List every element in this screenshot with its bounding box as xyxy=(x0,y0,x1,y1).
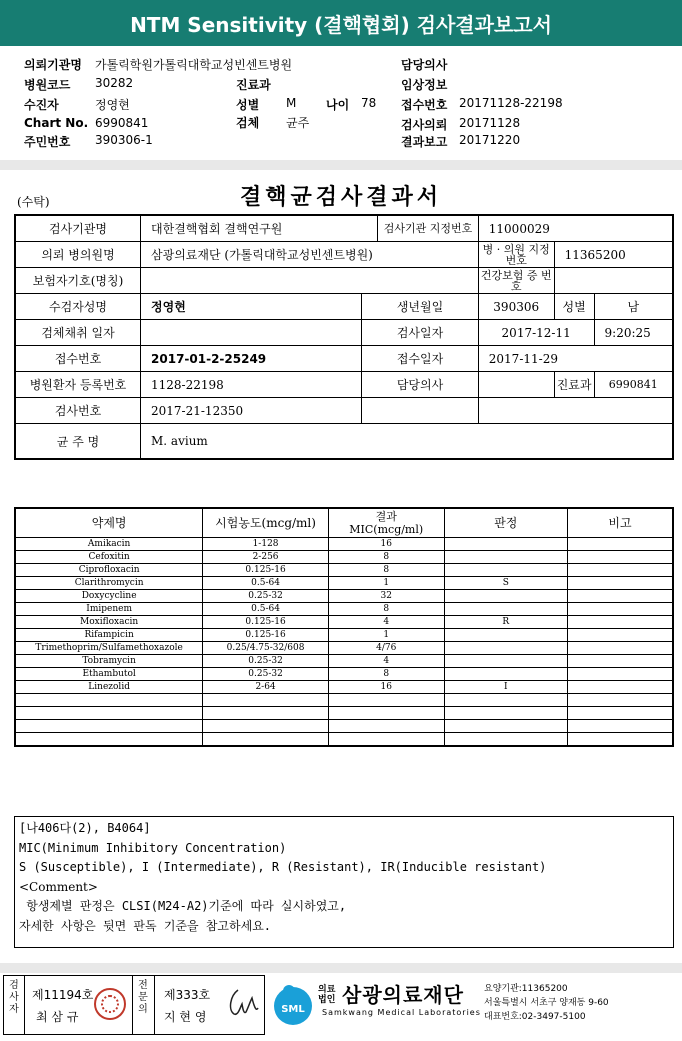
dob-label: 생년월일 xyxy=(362,294,479,320)
drug-cell-note xyxy=(567,681,673,694)
sml-logo-icon xyxy=(270,981,316,1027)
drug-cell-mic: 1 xyxy=(328,629,444,642)
result-info-table xyxy=(14,214,674,460)
age-label: 나이 xyxy=(326,98,350,112)
receipt-date-value: 2017-11-29 xyxy=(478,346,673,372)
separator-top xyxy=(0,160,682,170)
patient-label: 수진자 xyxy=(24,98,59,112)
header-drug: 약제명 xyxy=(15,508,203,538)
drug-cell-conc: 0.25-32 xyxy=(203,590,329,603)
req-no-value: 11365200 xyxy=(554,242,673,268)
empty-cell xyxy=(444,733,567,747)
drug-cell-drug: Moxifloxacin xyxy=(15,616,203,629)
drug-cell-judge xyxy=(444,564,567,577)
drug-cell-drug: Tobramycin xyxy=(15,655,203,668)
dept-value-form: 6990841 xyxy=(594,372,673,398)
empty-cell xyxy=(328,733,444,747)
tester-name: 최 삼 규 xyxy=(36,1010,79,1024)
health-ins-value xyxy=(554,268,673,294)
lab-no-label: 검사기관 지정번호 xyxy=(378,215,479,242)
footer xyxy=(0,975,682,1041)
receipt-date-label: 접수일자 xyxy=(362,346,479,372)
drug-cell-judge xyxy=(444,590,567,603)
reception-no-label: 접수번호 xyxy=(401,98,448,112)
drug-cell-conc: 2-256 xyxy=(203,551,329,564)
dept-label: 진료과 xyxy=(236,78,271,92)
hosp-reg-label: 병원환자 등록번호 xyxy=(15,372,141,398)
doctor-label-form: 담당의사 xyxy=(362,372,479,398)
specialist-vertical-label xyxy=(137,980,149,1016)
test-no-value: 2017-21-12350 xyxy=(141,398,362,424)
empty-cell xyxy=(15,733,203,747)
clinical-label: 임상정보 xyxy=(401,78,448,92)
drug-cell-conc: 0.25-32 xyxy=(203,668,329,681)
chart-label: Chart No. xyxy=(24,116,89,130)
drug-cell-mic: 4/76 xyxy=(328,642,444,655)
empty-cell xyxy=(444,694,567,707)
drug-cell-drug: Linezolid xyxy=(15,681,203,694)
collect-label: 검체채취 일자 xyxy=(15,320,141,346)
chart-value: 6990841 xyxy=(95,116,149,130)
drug-row-empty xyxy=(15,733,673,747)
req-hosp-value: 삼광의료재단 (가톨릭대학교성빈센트병원) xyxy=(141,242,479,268)
header-conc: 시험농도(mcg/ml) xyxy=(203,508,329,538)
logo-text: SML xyxy=(281,1004,305,1015)
drug-row xyxy=(15,655,673,668)
note-line-1: [나406다(2), B4064] xyxy=(19,821,151,835)
result-report-value: 20171220 xyxy=(459,133,521,147)
empty-cell xyxy=(567,720,673,733)
patient-value: 정영현 xyxy=(95,98,130,112)
drug-cell-judge: S xyxy=(444,577,567,590)
divider xyxy=(154,976,155,1034)
drug-cell-conc: 1-128 xyxy=(203,538,329,551)
org-english: Samkwang Medical Laboratories xyxy=(322,1008,481,1017)
resident-value: 390306-1 xyxy=(95,133,153,147)
note-line-4: <Comment> xyxy=(19,879,98,894)
collect-value xyxy=(141,320,362,346)
lab-no-value: 11000029 xyxy=(478,215,673,242)
sex-label: 성별 xyxy=(236,98,260,112)
drug-cell-judge xyxy=(444,629,567,642)
empty-cell xyxy=(444,707,567,720)
hosp-reg-value: 1128-22198 xyxy=(141,372,362,398)
lab-value: 대한결핵협회 결핵연구원 xyxy=(141,215,378,242)
drug-cell-judge: I xyxy=(444,681,567,694)
drug-row xyxy=(15,642,673,655)
drug-cell-drug: Cefoxitin xyxy=(15,551,203,564)
org-small: 의료법인 xyxy=(318,985,336,1005)
drug-cell-conc: 0.5-64 xyxy=(203,603,329,616)
drug-cell-mic: 4 xyxy=(328,616,444,629)
note-line-6: 자세한 사항은 뒷면 판독 기준을 참고하세요. xyxy=(19,918,272,933)
separator-bottom xyxy=(0,963,682,973)
empty-cell xyxy=(444,720,567,733)
dept-label-form: 진료과 xyxy=(554,372,594,398)
specialist-vertical-text: 전문의 xyxy=(138,980,148,1015)
drug-cell-mic: 8 xyxy=(328,551,444,564)
drug-cell-conc: 0.125-16 xyxy=(203,629,329,642)
note-line-5: 항생제별 판정은 CLSI(M24-A2)기준에 따라 실시하였고, xyxy=(19,899,347,913)
empty-cell xyxy=(328,720,444,733)
drug-row xyxy=(15,590,673,603)
signature-box xyxy=(3,975,265,1035)
drug-cell-conc: 0.5-64 xyxy=(203,577,329,590)
specimen-label: 검체 xyxy=(236,116,260,130)
hospital-code-label: 병원코드 xyxy=(24,78,71,92)
institution-label: 의뢰기관명 xyxy=(24,58,82,72)
sex-value-form: 남 xyxy=(594,294,673,320)
divider xyxy=(132,976,133,1034)
org-address: 서울특별시 서초구 양재동 9-60 xyxy=(484,998,609,1008)
drug-table xyxy=(14,507,674,747)
drug-row xyxy=(15,577,673,590)
empty-cell xyxy=(567,733,673,747)
tester-vertical-label xyxy=(8,980,20,1016)
empty-cell xyxy=(203,707,329,720)
drug-cell-conc: 0.25/4.75-32/608 xyxy=(203,642,329,655)
form-title: 결핵균검사결과서 xyxy=(239,184,443,210)
header-result-1: 결과 xyxy=(375,510,397,523)
drug-row xyxy=(15,668,673,681)
drug-cell-conc: 2-64 xyxy=(203,681,329,694)
drug-cell-note xyxy=(567,629,673,642)
specimen-value: 균주 xyxy=(286,116,310,130)
drug-cell-mic: 8 xyxy=(328,603,444,616)
drug-cell-note xyxy=(567,616,673,629)
test-no-label: 검사번호 xyxy=(15,398,141,424)
doctor-value-form xyxy=(478,372,554,398)
drug-row-empty xyxy=(15,694,673,707)
health-ins-label: 건강보험 증 번 호 xyxy=(478,268,554,294)
drug-cell-drug: Trimethoprim/Sulfamethoxazole xyxy=(15,642,203,655)
drug-cell-note xyxy=(567,577,673,590)
empty-cell xyxy=(15,720,203,733)
drug-cell-judge xyxy=(444,655,567,668)
empty-cell xyxy=(328,707,444,720)
signature-icon xyxy=(224,986,260,1022)
drug-row xyxy=(15,616,673,629)
examinee-label: 수검자성명 xyxy=(15,294,141,320)
test-request-label: 검사의뢰 xyxy=(401,118,448,132)
header-judge: 판정 xyxy=(444,508,567,538)
empty-cell xyxy=(15,694,203,707)
drug-cell-judge xyxy=(444,538,567,551)
drug-cell-mic: 32 xyxy=(328,590,444,603)
drug-cell-judge xyxy=(444,551,567,564)
drug-cell-judge xyxy=(444,642,567,655)
drug-cell-note xyxy=(567,590,673,603)
insured-label: 보험자기호(명칭) xyxy=(15,268,141,294)
note-line-3: S (Susceptible), I (Intermediate), R (Resistant), IR(Inducible resistant) xyxy=(19,860,547,874)
drug-cell-drug: Amikacin xyxy=(15,538,203,551)
drug-cell-drug: Ciprofloxacin xyxy=(15,564,203,577)
test-request-value: 20171128 xyxy=(459,116,521,130)
drug-cell-conc: 0.25-32 xyxy=(203,655,329,668)
drug-cell-judge: R xyxy=(444,616,567,629)
drug-cell-drug: Rifampicin xyxy=(15,629,203,642)
reception-no-value: 20171128-22198 xyxy=(459,96,563,110)
drug-row xyxy=(15,629,673,642)
age-value: 78 xyxy=(361,96,377,110)
header-result-2: MIC(mcg/ml) xyxy=(349,523,424,536)
org-name: 삼광의료재단 xyxy=(342,983,464,1007)
drug-row xyxy=(15,551,673,564)
header-result xyxy=(328,508,444,538)
drug-row xyxy=(15,603,673,616)
drug-cell-mic: 16 xyxy=(328,538,444,551)
org-code: 요양기관:11365200 xyxy=(484,984,568,994)
drug-cell-mic: 4 xyxy=(328,655,444,668)
specialist-id: 제333호 xyxy=(164,988,211,1002)
patient-info xyxy=(0,50,682,150)
drug-row xyxy=(15,538,673,551)
empty-cell xyxy=(328,694,444,707)
drug-cell-mic: 16 xyxy=(328,681,444,694)
drug-cell-note xyxy=(567,603,673,616)
tester-vertical-text: 검사자 xyxy=(9,980,19,1015)
drug-cell-conc: 0.125-16 xyxy=(203,564,329,577)
drug-cell-note xyxy=(567,655,673,668)
empty-cell xyxy=(567,694,673,707)
hospital-code-value: 30282 xyxy=(95,76,134,90)
drug-cell-drug: Imipenem xyxy=(15,603,203,616)
test-date-value: 2017-12-11 xyxy=(478,320,594,346)
drug-cell-drug: Ethambutol xyxy=(15,668,203,681)
institution-value: 가톨릭학원가톨릭대학교성빈센트병원 xyxy=(95,58,293,72)
drug-row-empty xyxy=(15,720,673,733)
doctor-label: 담당의사 xyxy=(401,58,448,72)
drug-cell-mic: 8 xyxy=(328,668,444,681)
tester-stamp xyxy=(94,988,126,1020)
drug-cell-drug: Clarithromycin xyxy=(15,577,203,590)
sex-label-form: 성별 xyxy=(554,294,594,320)
insured-value xyxy=(141,268,479,294)
report-header xyxy=(0,0,682,46)
dob-value: 390306 xyxy=(478,294,554,320)
organism-label: 균 주 명 xyxy=(15,424,141,460)
form-tag: (수탁) xyxy=(17,195,50,209)
report-title: NTM Sensitivity (결핵협회) 검사결과보고서 xyxy=(130,13,552,37)
empty-cell xyxy=(15,707,203,720)
drug-cell-judge xyxy=(444,668,567,681)
drug-row xyxy=(15,681,673,694)
req-no-label: 병 · 의원 지정번호 xyxy=(478,242,554,268)
result-report-label: 결과보고 xyxy=(401,135,448,149)
test-date-label: 검사일자 xyxy=(362,320,479,346)
test-time-value: 9:20:25 xyxy=(594,320,673,346)
drug-cell-mic: 1 xyxy=(328,577,444,590)
drug-cell-note xyxy=(567,538,673,551)
notes-box xyxy=(14,816,674,948)
header-note: 비고 xyxy=(567,508,673,538)
specialist-name: 지 현 영 xyxy=(164,1010,207,1024)
divider xyxy=(24,976,25,1034)
resident-label: 주민번호 xyxy=(24,135,71,149)
drug-cell-drug: Doxycycline xyxy=(15,590,203,603)
empty-cell xyxy=(567,707,673,720)
receipt-no-value: 2017-01-2-25249 xyxy=(141,346,362,372)
empty-cell xyxy=(203,733,329,747)
drug-cell-note xyxy=(567,551,673,564)
receipt-no-label: 접수번호 xyxy=(15,346,141,372)
drug-cell-note xyxy=(567,668,673,681)
blank-cell-b xyxy=(478,398,673,424)
note-line-2: MIC(Minimum Inhibitory Concentration) xyxy=(19,840,287,855)
organism-value: M. avium xyxy=(141,424,673,460)
drug-cell-mic: 8 xyxy=(328,564,444,577)
examinee-value: 정영현 xyxy=(141,294,362,320)
empty-cell xyxy=(203,694,329,707)
drug-cell-note xyxy=(567,564,673,577)
drug-row xyxy=(15,564,673,577)
drug-cell-note xyxy=(567,642,673,655)
drug-cell-judge xyxy=(444,603,567,616)
lab-label: 검사기관명 xyxy=(15,215,141,242)
blank-cell-a xyxy=(362,398,479,424)
req-hosp-label: 의뢰 병의원명 xyxy=(15,242,141,268)
drug-row-empty xyxy=(15,707,673,720)
empty-cell xyxy=(203,720,329,733)
tester-id: 제11194호 xyxy=(32,988,94,1002)
sex-value: M xyxy=(286,96,297,110)
drug-cell-conc: 0.125-16 xyxy=(203,616,329,629)
org-tel: 대표번호:02-3497-5100 xyxy=(484,1012,586,1022)
